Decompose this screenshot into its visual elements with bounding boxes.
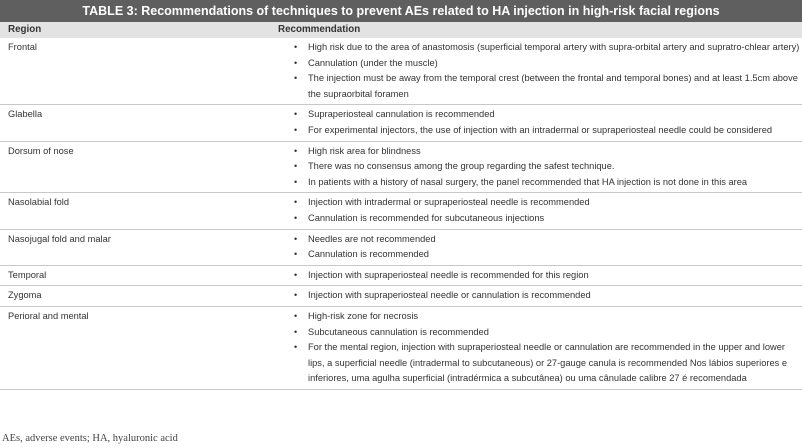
recommendation-cell [278,286,802,307]
recommendation-item [278,159,802,175]
bullet-icon: • [294,269,298,280]
region-cell: Frontal [8,42,37,52]
table-footnote: AEs, adverse events; HA, hyaluronic acid [2,433,178,444]
bullet-icon: • [294,109,298,120]
bullet-icon: • [294,197,298,208]
recommendation-list [278,144,802,191]
recommendation-list [278,195,802,226]
bullet-icon: • [294,310,298,321]
recommendation-text: Supraperiosteal cannulation is recommended [308,109,495,120]
recommendation-text: Cannulation (under the muscle) [308,57,438,68]
recommendation-cell [278,306,802,389]
recommendation-text: Injection with supraperiosteal needle is recommended for this region [308,269,589,280]
header-recommendation: Recommendation [278,24,361,35]
bullet-icon: • [294,342,298,353]
recommendation-list [278,309,802,387]
recommendation-cell [278,38,802,105]
bullet-icon: • [294,57,298,68]
recommendations-table [0,22,802,390]
recommendation-item [278,232,802,248]
region-cell: Nasolabial fold [8,197,69,208]
recommendation-cell [278,141,802,193]
recommendation-text: For the mental region, injection with supraperiosteal needle or cannulation are recommended in the upper and lower lips, a superficial needle (intradermal to subcutaneous) or 27-gauge canula is recommended Nos lábios superiores e inferiores, uma agulha superficial (intradérmica a subcutânea) ou uma cânulade calibre 27 é recomendada [308,342,788,384]
table-row [0,229,802,265]
bullet-icon: • [294,124,298,135]
bullet-icon: • [294,145,298,156]
recommendation-text: High risk area for blindness [308,145,421,156]
recommendation-item [278,340,802,387]
recommendation-text: For experimental injectors, the use of injection with an intradermal or supraperiosteal needle could be considered [308,124,773,135]
recommendation-text: There was no consensus among the group regarding the safest technique. [308,161,615,172]
recommendation-list [278,232,802,263]
recommendation-list [278,40,802,102]
recommendation-text: High-risk zone for necrosis [308,310,419,321]
recommendation-item [278,195,802,211]
recommendation-item [278,71,802,102]
recommendation-item [278,107,802,123]
bullet-icon: • [294,42,298,52]
table-row [0,38,802,105]
bullet-icon: • [294,212,298,223]
region-cell: Dorsum of nose [8,145,74,156]
header-region: Region [8,24,42,35]
bullet-icon: • [294,290,298,301]
recommendation-item [278,56,802,72]
region-cell: Zygoma [8,290,42,301]
recommendation-item [278,268,802,284]
recommendation-text: High risk due to the area of anastomosis (superficial temporal artery with supra-orbital artery and supratro-chlear artery) [308,42,800,52]
region-cell: Temporal [8,269,47,280]
recommendation-item [278,40,802,56]
recommendation-text: In patients with a history of nasal surgery, the panel recommended that HA injection is not done in this area [308,176,748,187]
table-row [0,265,802,286]
recommendation-list [278,268,802,284]
bullet-icon: • [294,161,298,172]
recommendation-item [278,123,802,139]
recommendation-text: Injection with intradermal or supraperiosteal needle is recommended [308,197,590,208]
bullet-icon: • [294,249,298,260]
region-cell: Glabella [8,109,43,120]
recommendation-text: Cannulation is recommended for subcutaneous injections [308,212,545,223]
recommendation-text: Cannulation is recommended [308,249,429,260]
bullet-icon: • [294,233,298,244]
recommendation-text: Subcutaneous cannulation is recommended [308,326,489,337]
table-body [0,38,802,389]
table-row [0,141,802,193]
table-row [0,193,802,229]
recommendation-cell [278,265,802,286]
table-row [0,105,802,141]
region-cell: Perioral and mental [8,310,89,321]
recommendation-list [278,107,802,138]
recommendation-cell [278,229,802,265]
recommendation-item [278,325,802,341]
table-header-row [0,22,802,38]
recommendation-text: Needles are not recommended [308,233,436,244]
recommendation-item [278,309,802,325]
recommendation-item [278,175,802,191]
recommendation-item [278,144,802,160]
table-row [0,286,802,307]
recommendation-list [278,288,802,304]
recommendation-text: Injection with supraperiosteal needle or cannulation is recommended [308,290,591,301]
table-row [0,306,802,389]
recommendation-item [278,288,802,304]
recommendation-item [278,211,802,227]
table-title: TABLE 3: Recommendations of techniques to prevent AEs related to HA injection in high-risk facial regions [0,0,802,22]
recommendation-text: The injection must be away from the temporal crest (between the frontal and temporal bones) and at least 1.5cm above the supraorbital foramen [308,73,798,99]
region-cell: Nasojugal fold and malar [8,233,111,244]
bullet-icon: • [294,176,298,187]
bullet-icon: • [294,326,298,337]
recommendation-cell [278,193,802,229]
recommendation-item [278,247,802,263]
bullet-icon: • [294,73,298,84]
recommendation-cell [278,105,802,141]
